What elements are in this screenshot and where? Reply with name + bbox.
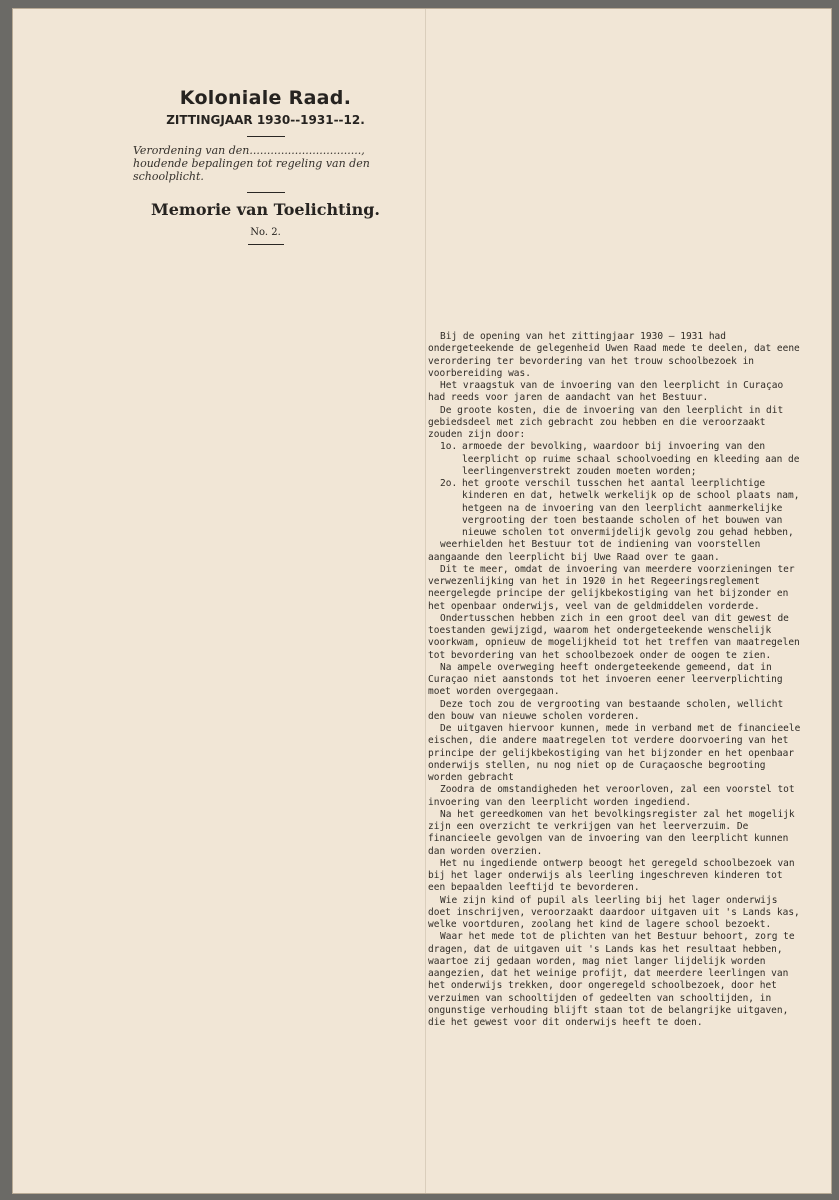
document-page — [12, 8, 832, 1194]
paragraph: Het nu ingediende ontwerp beoogt het geregeld schoolbezoek van bij het lager onderwijs als leerling ingeschreven kinderen tot een bepaalden leeftijd te bevorderen. — [428, 857, 795, 894]
paragraph: Bij de opening van het zittingjaar 1930 – 1931 had ondergeteekende de gelegenheid Uwen Raad mede te deelen, dat eene verordering ter bevordering van het trouw schoolbezoek in voorbereiding was. — [428, 331, 800, 379]
document-header — [133, 87, 398, 245]
paragraph: De groote kosten, die de invoering van den leerplicht in dit gebiedsdeel met zich gebracht zou hebben en die veroorzaakt zouden zijn door: — [428, 404, 784, 440]
list-item-text: het groote verschil tusschen het aantal leerplichtige kinderen en dat, hetwelk werkelijk op de school plaats nam, hetgeen na de invoering van den leerplicht aanmerkelijke vergrooting der toen bestaande scholen of het bouwen van nieuwe scholen tot onvermijdelijk gevolg zou gehad hebben, — [462, 478, 800, 538]
paragraph: Dit te meer, omdat de invoering van meerdere voorzieningen ter verwezenlijking van het in 1920 in het Regeeringsreglement neergelegde principe der gelijkbekostiging van het bijzonder en het openbaar onderwijs, veel van de geldmiddelen vorderde. — [428, 563, 795, 612]
paragraph: Ondertusschen hebben zich in een groot deel van dit gewest de toestanden gewijzigd, waarom het ondergeteekende wenschelijk voorkwam, opnieuw de mogelijkheid tot het treffen van maatregelen tot bevordering van het schoolbezoek onder de oogen te zien. — [428, 612, 800, 661]
session-year: ZITTINGJAAR 1930--1931--12. — [166, 113, 365, 127]
divider — [247, 192, 285, 193]
council-title: Koloniale Raad. — [179, 87, 352, 109]
list-item-number: 2o. — [440, 478, 458, 489]
list-item-number: 1o. — [440, 441, 458, 453]
paragraph: Waar het mede tot de plichten van het Bestuur behoort, zorg te dragen, dat de uitgaven uit 's Lands kas het resultaat hebben, waartoe zij gedaan worden, mag niet langer lijdelijk worden aangezien, dat het weinige profijt, dat meerdere leerlingen van het onderwijs trekken, door ongeregeld schoolbezoek, door het verzuimen van schooltijden of gedeelten van schooltijden, in ongunstige verhouding blijft staan tot de belangrijke uitgaven, die het gewest voor dit onderwijs heeft te doen. — [428, 931, 795, 1028]
paragraph: Na ampele overweging heeft ondergeteekende gemeend, dat in Curaçao niet aanstonds tot het invoeren eener leerverplichting moet worden overgegaan. — [428, 661, 783, 698]
paragraph: Deze toch zou de vergrooting van bestaande scholen, wellicht den bouw van nieuwe scholen vorderen. — [428, 698, 784, 722]
memorie-heading: Memorie van Toelichting. — [151, 200, 380, 219]
list-item-text: armoede der bevolking, waardoor bij invoering van den leerplicht op ruime schaal schoolvoeding en kleeding aan de leerlingenverstrekt zouden moeten worden; — [462, 441, 800, 477]
paragraph: Zoodra de omstandigheden het veroorloven, zal een voorstel tot invoering van den leerplicht worden ingediend. — [428, 784, 795, 808]
paragraph: Wie zijn kind of pupil als leerling bij het lager onderwijs doet inschrijven, veroorzaakt daardoor uitgaven uit 's Lands kas, welke voortduren, zoolang het kind de lagere school bezoekt. — [428, 894, 800, 930]
memorandum-body — [428, 331, 805, 1029]
divider — [247, 136, 285, 137]
ordinance-title: Verordening van den................................, houdende bepalingen tot regeling van den schoolplicht. — [133, 144, 370, 183]
document-number: No. 2. — [248, 227, 284, 245]
list-item — [440, 478, 805, 539]
paragraph: Het vraagstuk van de invoering van den leerplicht in Curaçao had reeds voor jaren de aandacht van het Bestuur. — [428, 380, 784, 404]
page-fold — [425, 9, 426, 1193]
paragraph: De uitgaven hiervoor kunnen, mede in verband met de financieele eischen, die andere maatregelen tot verdere doorvoering van het principe der gelijkbekostiging van het bijzonder en het openbaar onderwijs stellen, nu nog niet op de Curaçaosche begrooting worden gebracht — [428, 723, 801, 783]
paragraph: weerhielden het Bestuur tot de indiening van voorstellen aangaande den leerplicht bij Uwe Raad over te gaan. — [428, 539, 761, 563]
list-item — [440, 441, 805, 478]
paragraph: Na het gereedkomen van het bevolkingsregister zal het mogelijk zijn een overzicht te verkrijgen van het leerverzuim. De financieele gevolgen van de invoering van den leerplicht kunnen dan worden overzien. — [428, 808, 795, 857]
